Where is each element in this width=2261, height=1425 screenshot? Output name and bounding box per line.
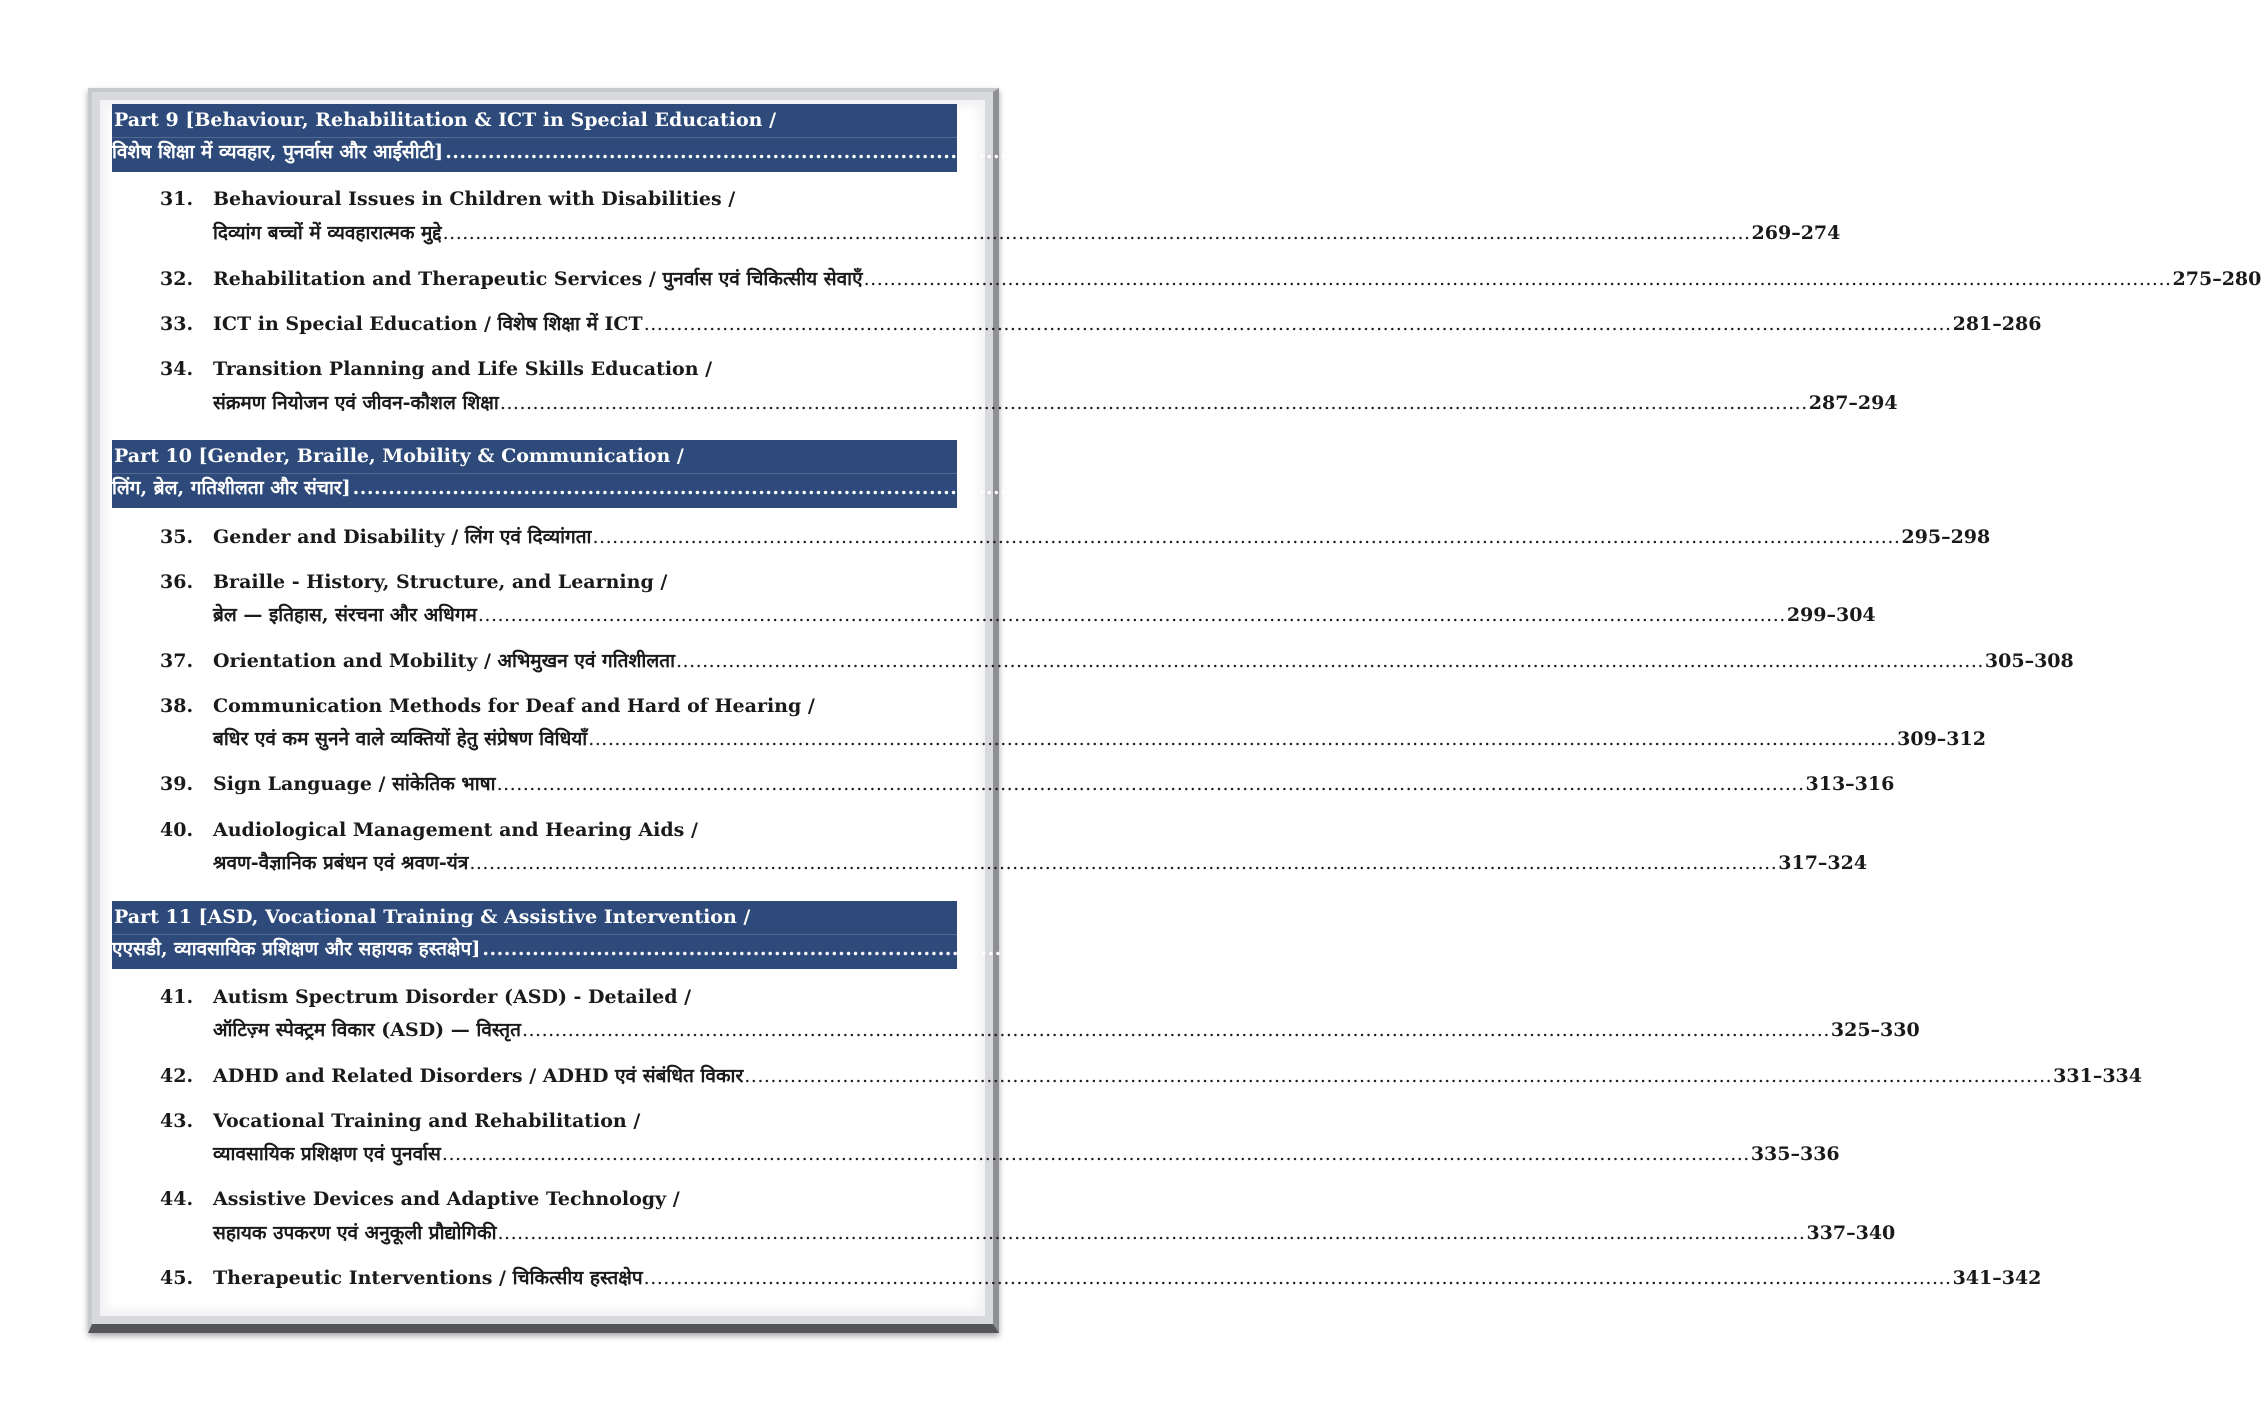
entry-title-hi: सहायक उपकरण एवं अनुकूली प्रौद्योगिकी bbox=[213, 1222, 497, 1244]
entry-number: 33. bbox=[160, 313, 194, 335]
entry-number: 44. bbox=[160, 1188, 194, 1210]
entry-pages: 335–336 bbox=[1750, 1143, 1840, 1165]
entry-title-en: Assistive Devices and Adaptive Technology / bbox=[213, 1188, 680, 1210]
part-divider bbox=[112, 137, 957, 138]
part-pages: 325-348 bbox=[1907, 938, 1995, 960]
dot-leader: ........................................................................................................................................................................................................ bbox=[442, 222, 1751, 244]
entry-number: 32. bbox=[160, 268, 194, 290]
entry-title-row bbox=[213, 852, 1868, 874]
entry-pages: 275–280 bbox=[2172, 268, 2261, 290]
dot-leader: ........................................................................................................................................................................................................ bbox=[352, 477, 1776, 499]
part-title-row bbox=[112, 477, 1865, 499]
entry-pages: 309–312 bbox=[1897, 728, 1986, 750]
part-9-header bbox=[112, 104, 1958, 172]
dot-leader: ........................................................................................................................................................................................................ bbox=[477, 604, 1786, 626]
dot-leader: ........................................................................................................................................................................................................ bbox=[521, 1019, 1830, 1041]
entry-title-en: Transition Planning and Life Skills Education / bbox=[213, 358, 713, 380]
part-title-hi: एएसडी, व्यावसायिक प्रशिक्षण और सहायक हस्तक्षेप] bbox=[112, 938, 481, 960]
entry-title: Sign Language / सांकेतिक भाषा bbox=[213, 773, 496, 795]
entry-number: 40. bbox=[160, 819, 194, 841]
entry-pages: 337–340 bbox=[1806, 1222, 1896, 1244]
dot-leader: ........................................................................................................................................................................................................ bbox=[592, 526, 1901, 548]
entry-title-en: Autism Spectrum Disorder (ASD) - Detailed / bbox=[213, 986, 692, 1008]
dot-leader: ........................................................................................................................................................................................................ bbox=[445, 141, 1869, 163]
part-divider bbox=[112, 473, 957, 474]
entry-number: 43. bbox=[160, 1110, 194, 1132]
entry-pages: 281–286 bbox=[1952, 313, 2042, 335]
entry-number: 31. bbox=[160, 188, 194, 210]
part-title-row bbox=[112, 141, 1958, 163]
entry-number: 45. bbox=[160, 1267, 194, 1289]
entry-pages: 313–316 bbox=[1805, 773, 1895, 795]
entry-number: 41. bbox=[160, 986, 194, 1008]
entry-title-hi: ऑटिज़्म स्पेक्ट्रम विकार (ASD) — विस्तृत bbox=[213, 1019, 521, 1041]
entry-title-en: Braille - History, Structure, and Learning / bbox=[213, 571, 668, 593]
dot-leader: ........................................................................................................................................................................................................ bbox=[469, 852, 1778, 874]
entry-title-row bbox=[213, 313, 2042, 335]
dot-leader: ........................................................................................................................................................................................................ bbox=[643, 313, 1952, 335]
entry-title: Rehabilitation and Therapeutic Services / पुनर्वास एवं चिकित्सीय सेवाएँ bbox=[213, 268, 863, 290]
dot-leader: ........................................................................................................................................................................................................ bbox=[863, 268, 2172, 290]
entry-title-row bbox=[213, 773, 1895, 795]
part-title-en: Part 10 [Gender, Braille, Mobility & Communication / bbox=[114, 445, 684, 467]
entry-title-row bbox=[213, 650, 2074, 672]
entry-title-row bbox=[213, 222, 1841, 244]
part-title-row bbox=[112, 938, 1995, 960]
entry-pages: 305–308 bbox=[1984, 650, 2074, 672]
entry-number: 42. bbox=[160, 1065, 194, 1087]
entry-title-en: Vocational Training and Rehabilitation / bbox=[213, 1110, 641, 1132]
dot-leader: ........................................................................................................................................................................................................ bbox=[643, 1267, 1952, 1289]
part-10-header bbox=[112, 440, 1865, 508]
dot-leader: ........................................................................................................................................................................................................ bbox=[482, 938, 1906, 960]
part-title-hi: लिंग, ब्रेल, गतिशीलता और संचार] bbox=[112, 477, 351, 499]
entry-title: ICT in Special Education / विशेष शिक्षा में ICT bbox=[213, 313, 643, 335]
part-title-en: Part 9 [Behaviour, Rehabilitation & ICT in Special Education / bbox=[114, 109, 777, 131]
entry-pages: 269–274 bbox=[1751, 222, 1841, 244]
entry-title-en: Behavioural Issues in Children with Disabilities / bbox=[213, 188, 736, 210]
entry-title-hi: दिव्यांग बच्चों में व्यवहारात्मक मुद्दे bbox=[213, 222, 442, 244]
entry-title-row bbox=[213, 268, 2261, 290]
dot-leader: ........................................................................................................................................................................................................ bbox=[499, 392, 1808, 414]
entry-title: ADHD and Related Disorders / ADHD एवं संबंधित विकार bbox=[213, 1065, 744, 1087]
entry-title-row bbox=[213, 1065, 2142, 1087]
entry-pages: 299–304 bbox=[1786, 604, 1876, 626]
dot-leader: ........................................................................................................................................................................................................ bbox=[496, 773, 1805, 795]
entry-pages: 287–294 bbox=[1808, 392, 1898, 414]
part-pages: 295-324 bbox=[1777, 477, 1865, 499]
entry-number: 36. bbox=[160, 571, 194, 593]
entry-pages: 317–324 bbox=[1778, 852, 1868, 874]
entry-title-hi: बधिर एवं कम सुनने वाले व्यक्तियों हेतु संप्रेषण विधियाँ bbox=[213, 728, 588, 750]
entry-title-row bbox=[213, 1143, 1840, 1165]
entry-number: 39. bbox=[160, 773, 194, 795]
entry-title-hi: श्रवण-वैज्ञानिक प्रबंधन एवं श्रवण-यंत्र bbox=[213, 852, 469, 874]
entry-title: Therapeutic Interventions / चिकित्सीय हस्तक्षेप bbox=[213, 1267, 643, 1289]
entry-number: 35. bbox=[160, 526, 194, 548]
entry-title-row bbox=[213, 728, 1986, 750]
entry-title-hi: संक्रमण नियोजन एवं जीवन-कौशल शिक्षा bbox=[213, 392, 499, 414]
part-11-header bbox=[112, 901, 1995, 969]
entry-number: 34. bbox=[160, 358, 194, 380]
entry-title-row bbox=[213, 1019, 1920, 1041]
entry-title-hi: व्यावसायिक प्रशिक्षण एवं पुनर्वास bbox=[213, 1143, 441, 1165]
entry-title: Gender and Disability / लिंग एवं दिव्यांगता bbox=[213, 526, 592, 548]
entry-pages: 341–342 bbox=[1952, 1267, 2042, 1289]
entry-title: Orientation and Mobility / अभिमुखन एवं गतिशीलता bbox=[213, 650, 675, 672]
part-title-en: Part 11 [ASD, Vocational Training & Assistive Intervention / bbox=[114, 906, 751, 928]
entry-pages: 325–330 bbox=[1830, 1019, 1920, 1041]
entry-number: 38. bbox=[160, 695, 194, 717]
entry-title-row bbox=[213, 604, 1876, 626]
entry-pages: 295–298 bbox=[1901, 526, 1991, 548]
entry-title-en: Communication Methods for Deaf and Hard of Hearing / bbox=[213, 695, 815, 717]
dot-leader: ........................................................................................................................................................................................................ bbox=[675, 650, 1984, 672]
part-divider bbox=[112, 934, 957, 935]
entry-pages: 331–334 bbox=[2053, 1065, 2142, 1087]
entry-title-row bbox=[213, 1222, 1896, 1244]
entry-title-en: Audiological Management and Hearing Aids / bbox=[213, 819, 698, 841]
dot-leader: ........................................................................................................................................................................................................ bbox=[441, 1143, 1750, 1165]
dot-leader: ........................................................................................................................................................................................................ bbox=[744, 1065, 2053, 1087]
entry-title-row bbox=[213, 392, 1898, 414]
entry-title-row bbox=[213, 526, 1991, 548]
dot-leader: ........................................................................................................................................................................................................ bbox=[497, 1222, 1806, 1244]
entry-title-hi: ब्रेल — इतिहास, संरचना और अधिगम bbox=[213, 604, 477, 626]
part-title-hi: विशेष शिक्षा में व्यवहार, पुनर्वास और आईसीटी] bbox=[112, 141, 444, 163]
part-pages: 269-294 bbox=[1870, 141, 1958, 163]
entry-number: 37. bbox=[160, 650, 194, 672]
entry-title-row bbox=[213, 1267, 2042, 1289]
dot-leader: ........................................................................................................................................................................................................ bbox=[588, 728, 1897, 750]
